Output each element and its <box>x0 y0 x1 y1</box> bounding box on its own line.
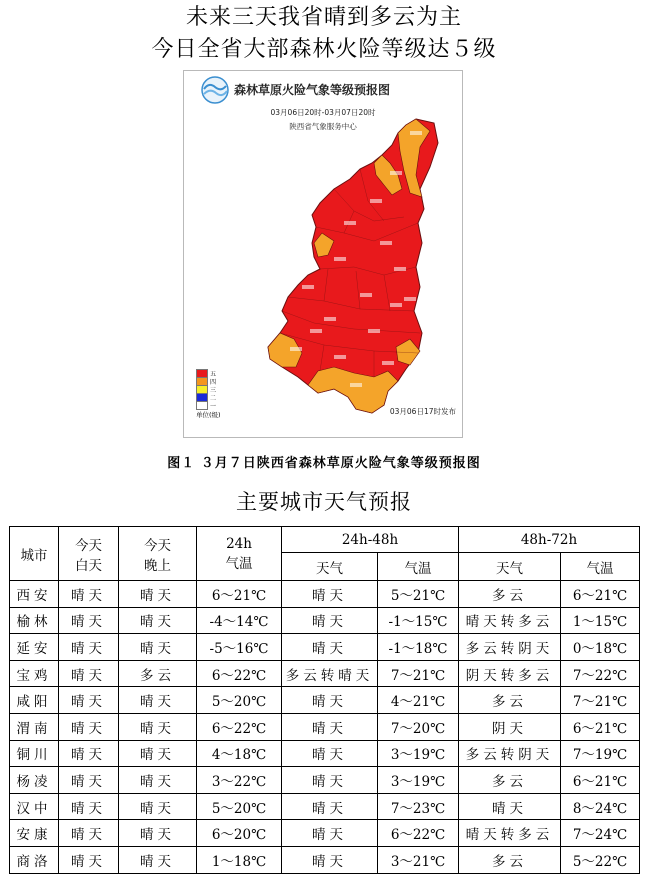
cell-w72: 多云 <box>459 687 561 714</box>
cell-city: 榆林 <box>10 607 59 634</box>
cell-city: 杨凌 <box>10 767 59 794</box>
cell-t72: 6～21℃ <box>561 713 640 740</box>
city-forecast-table <box>9 526 640 874</box>
cell-t72: 7～21℃ <box>561 687 640 714</box>
cell-night: 晴天 <box>119 846 197 873</box>
cell-night: 晴天 <box>119 740 197 767</box>
headline-line-2: 今日全省大部森林火险等级达５级 <box>151 37 497 62</box>
cell-w48: 晴天 <box>282 581 378 608</box>
header-24h-temp: 24h 气温 <box>197 527 282 581</box>
cell-w48: 晴天 <box>282 740 378 767</box>
cell-t24: 3～22℃ <box>197 767 282 794</box>
map-source: 陕西省气象服务中心 <box>289 122 357 131</box>
cell-t72: 6～21℃ <box>561 581 640 608</box>
section-title: 主要城市天气预报 <box>236 490 412 514</box>
cell-w72: 阴天转多云 <box>459 660 561 687</box>
cell-t72: 6～21℃ <box>561 767 640 794</box>
legend-item: 二 <box>196 393 221 401</box>
cell-w72: 阴天 <box>459 713 561 740</box>
cell-day: 晴天 <box>59 793 119 820</box>
cell-day: 晴天 <box>59 607 119 634</box>
cell-night: 晴天 <box>119 687 197 714</box>
table-row <box>10 713 640 740</box>
cell-day: 晴天 <box>59 713 119 740</box>
cell-city: 延安 <box>10 634 59 661</box>
cell-city: 咸阳 <box>10 687 59 714</box>
cell-day: 晴天 <box>59 687 119 714</box>
cell-w48: 晴天 <box>282 793 378 820</box>
header-24h-48h: 24h-48h <box>282 527 459 553</box>
cell-w48: 晴天 <box>282 820 378 847</box>
map-period: 03月06日20时-03月07日20时 <box>270 108 376 117</box>
cell-t72: 7～24℃ <box>561 820 640 847</box>
table-row <box>10 634 640 661</box>
table-row <box>10 581 640 608</box>
cell-w48: 晴天 <box>282 846 378 873</box>
cell-t72: 8～24℃ <box>561 793 640 820</box>
cell-city: 铜川 <box>10 740 59 767</box>
cell-t48: -1～18℃ <box>378 634 459 661</box>
cell-night: 多云 <box>119 660 197 687</box>
cell-night: 晴天 <box>119 767 197 794</box>
cell-t24: 6～22℃ <box>197 660 282 687</box>
cell-t48: 7～20℃ <box>378 713 459 740</box>
header-weather: 天气 <box>282 553 378 581</box>
cell-t48: 3～19℃ <box>378 767 459 794</box>
cell-city: 西安 <box>10 581 59 608</box>
cell-w72: 多云转阴天 <box>459 740 561 767</box>
cell-day: 晴天 <box>59 846 119 873</box>
cell-t48: 6～22℃ <box>378 820 459 847</box>
cell-t24: 6～22℃ <box>197 713 282 740</box>
cell-t72: 1～15℃ <box>561 607 640 634</box>
cell-w72: 晴天 <box>459 793 561 820</box>
cell-w48: 晴天 <box>282 767 378 794</box>
cell-t72: 5～22℃ <box>561 846 640 873</box>
table-row <box>10 767 640 794</box>
cell-t48: 3～21℃ <box>378 846 459 873</box>
map-legend <box>196 369 221 419</box>
cell-day: 晴天 <box>59 634 119 661</box>
cell-city: 商洛 <box>10 846 59 873</box>
cell-t48: 7～21℃ <box>378 660 459 687</box>
headline-line-1: 未来三天我省晴到多云为主 <box>185 5 462 30</box>
cell-night: 晴天 <box>119 820 197 847</box>
map-issued-time: 03月06日17时发布 <box>389 407 456 416</box>
cell-t48: 3～19℃ <box>378 740 459 767</box>
level4-zone-south <box>308 367 398 413</box>
cell-w48: 晴天 <box>282 713 378 740</box>
cell-city: 宝鸡 <box>10 660 59 687</box>
table-row <box>10 793 640 820</box>
cell-w72: 多云 <box>459 767 561 794</box>
figure-caption: 图１ ３月７日陕西省森林草原火险气象等级预报图 <box>167 456 481 471</box>
cell-night: 晴天 <box>119 607 197 634</box>
shaanxi-province-map <box>184 71 464 439</box>
cell-w72: 多云 <box>459 846 561 873</box>
table-row <box>10 846 640 873</box>
cell-city: 安康 <box>10 820 59 847</box>
cell-day: 晴天 <box>59 660 119 687</box>
cell-day: 晴天 <box>59 581 119 608</box>
cell-t24: -4～14℃ <box>197 607 282 634</box>
fire-risk-map <box>183 70 463 438</box>
legend-item: 一 <box>196 401 221 409</box>
cell-t72: 7～19℃ <box>561 740 640 767</box>
cell-city: 汉中 <box>10 793 59 820</box>
cell-w72: 多云 <box>459 581 561 608</box>
cell-t48: 5～21℃ <box>378 581 459 608</box>
cell-t72: 0～18℃ <box>561 634 640 661</box>
cell-t24: 5～20℃ <box>197 687 282 714</box>
legend-item: 三 <box>196 385 221 393</box>
cell-t48: 7～23℃ <box>378 793 459 820</box>
cell-t24: 6～21℃ <box>197 581 282 608</box>
cell-t24: -5～16℃ <box>197 634 282 661</box>
header-today-day: 今天 白天 <box>59 527 119 581</box>
table-row <box>10 687 640 714</box>
cell-w48: 多云转晴天 <box>282 660 378 687</box>
cell-t72: 7～22℃ <box>561 660 640 687</box>
cell-night: 晴天 <box>119 713 197 740</box>
cell-day: 晴天 <box>59 740 119 767</box>
header-temp: 气温 <box>378 553 459 581</box>
cell-w72: 晴天转多云 <box>459 820 561 847</box>
header-weather: 天气 <box>459 553 561 581</box>
cell-night: 晴天 <box>119 581 197 608</box>
cell-t24: 4～18℃ <box>197 740 282 767</box>
cell-w48: 晴天 <box>282 687 378 714</box>
cell-night: 晴天 <box>119 634 197 661</box>
cell-t48: -1～15℃ <box>378 607 459 634</box>
cell-t24: 6～20℃ <box>197 820 282 847</box>
header-today-night: 今天 晚上 <box>119 527 197 581</box>
cell-t24: 5～20℃ <box>197 793 282 820</box>
table-row <box>10 660 640 687</box>
header-48h-72h: 48h-72h <box>459 527 640 553</box>
table-row <box>10 607 640 634</box>
legend-item: 四 <box>196 377 221 385</box>
cell-w72: 多云转阴天 <box>459 634 561 661</box>
header-temp: 气温 <box>561 553 640 581</box>
header-city: 城市 <box>10 527 59 581</box>
table-row <box>10 740 640 767</box>
cell-city: 渭南 <box>10 713 59 740</box>
cell-w48: 晴天 <box>282 634 378 661</box>
cell-day: 晴天 <box>59 820 119 847</box>
legend-unit: 单位(级) <box>196 411 221 419</box>
cell-day: 晴天 <box>59 767 119 794</box>
cell-night: 晴天 <box>119 793 197 820</box>
cell-w48: 晴天 <box>282 607 378 634</box>
map-title: 森林草原火险气象等级预报图 <box>234 83 391 97</box>
cell-t24: 1～18℃ <box>197 846 282 873</box>
cell-w72: 晴天转多云 <box>459 607 561 634</box>
table-row <box>10 820 640 847</box>
legend-item: 五 <box>196 369 221 377</box>
cell-t48: 4～21℃ <box>378 687 459 714</box>
